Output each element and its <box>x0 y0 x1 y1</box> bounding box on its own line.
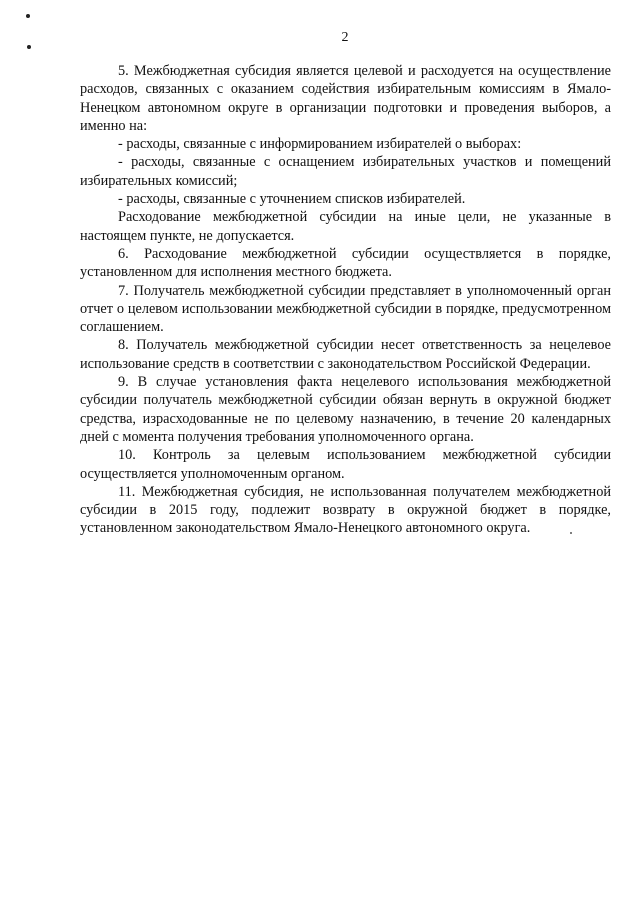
list-item-voter-lists: - расходы, связанные с уточнением списков избирателей. <box>118 191 466 208</box>
list-item-informing: - расходы, связанные с информированием избирателей о выборах: <box>118 136 522 153</box>
document-body <box>80 62 611 538</box>
paragraph-11: 11. Межбюджетная субсидия, не использованная получателем межбюджетной субсидии в 2015 году, подлежит возврату в окружной бюджет в порядке, установленном законодательством Ямало-Ненецкого автономного округа. <box>80 483 611 537</box>
page-number: 2 <box>341 30 349 45</box>
paragraph-8: 8. Получатель межбюджетной субсидии несет ответственность за нецелевое использование средств в соответствии с законодательством Российской Федерации. <box>80 337 611 372</box>
paragraph-6: 6. Расходование межбюджетной субсидии осуществляется в порядке, установленном для исполнения местного бюджета. <box>80 245 611 281</box>
scan-mark-top <box>26 14 30 18</box>
paragraph-7: 7. Получатель межбюджетной субсидии представляет в уполномоченный орган отчет о целевом использовании межбюджетной субсидии в порядке, предусмотренном соглашением. <box>80 282 611 336</box>
paragraph-5: 5. Межбюджетная субсидия является целевой и расходуется на осуществление расходов, связанных с оказанием содействия избирательным комиссиям в Ямало-Ненецком автономном округе в организации подготовки и проведения выборов, а именно на: <box>80 63 611 134</box>
list-item-equipping: - расходы, связанные с оснащением избирательных участков и помещений избирательных комиссий; <box>80 154 611 189</box>
paragraph-10: 10. Контроль за целевым использованием межбюджетной субсидии осуществляется уполномоченным органом. <box>80 447 611 482</box>
paragraph-5-restriction: Расходование межбюджетной субсидии на иные цели, не указанные в настоящем пункте, не допускается. <box>80 209 611 244</box>
paragraph-9: 9. В случае установления факта нецелевого использования межбюджетной субсидии получатель межбюджетной субсидии обязан вернуть в окружной бюджет средства, израсходованные не по целевому назначению, в течение 20 календарных дней с момента получения требования уполномоченного органа. <box>80 374 611 445</box>
